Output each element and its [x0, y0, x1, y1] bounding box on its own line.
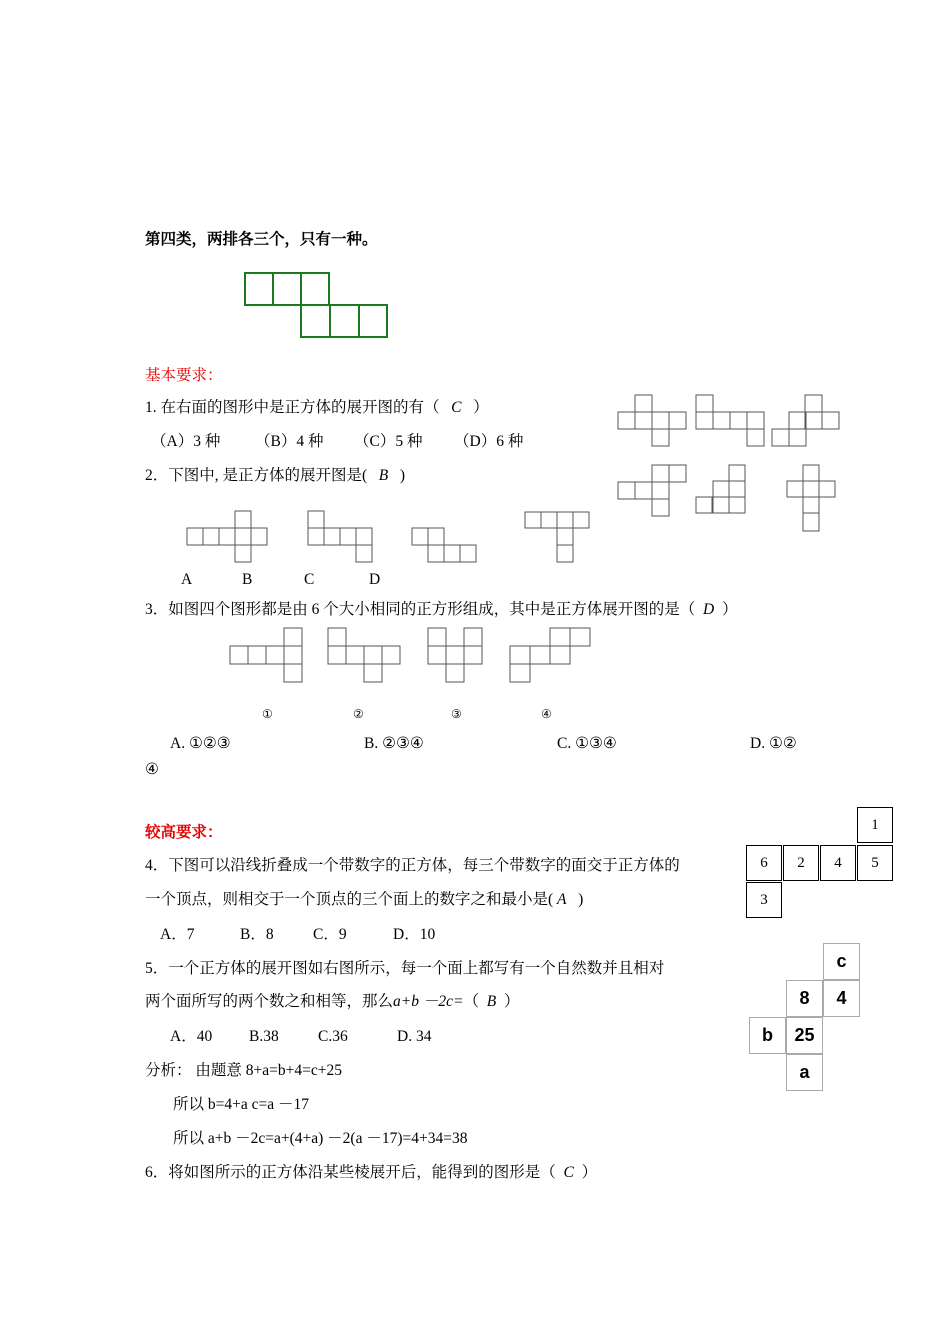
q2-label-d: D: [369, 571, 381, 588]
q5-option-d: D. 34: [397, 1028, 432, 1045]
q4-option-a: A．7: [160, 926, 195, 943]
q1-answer: C: [451, 399, 462, 416]
q1-option-d: （D）6 种: [454, 433, 524, 450]
q4-line1: 4．下图可以沿线折叠成一个带数字的正方体，每三个带数字的面交于正方体的: [145, 857, 680, 874]
q2-nets-figure: [185, 510, 595, 566]
q3-option-d: D. ①②: [750, 735, 797, 752]
q3-nets-figure: [228, 626, 598, 688]
q3-option-d-wrap: ④: [145, 761, 159, 778]
q3-fig-label-4: ④: [541, 707, 552, 721]
cube-net-two-rows-figure: [244, 272, 390, 340]
q3-option-b: B. ②③④: [364, 735, 424, 752]
q1-option-c: （C）5 种: [354, 433, 423, 450]
q1-text: 1. 在右面的图形中是正方体的展开图的有（ C ）: [145, 399, 489, 416]
analysis-line3: 所以 a+b －2c=a+(4+a) －2(a －17)=4+34=38: [173, 1130, 468, 1147]
q4-net-face: 2: [783, 845, 819, 881]
q3-answer: D: [703, 601, 715, 618]
q4-option-d: D．10: [393, 926, 436, 943]
q5-option-c: C.36: [318, 1028, 348, 1045]
q5-option-a: A．40: [170, 1028, 213, 1045]
q1-nets-figure: [616, 394, 846, 544]
q5-net-face-4: 4: [823, 980, 860, 1017]
q5-letter-net: [749, 943, 863, 1093]
q3-fig-label-2: ②: [353, 707, 364, 721]
q4-net-face: 6: [746, 845, 782, 881]
basic-heading: 基本要求：: [145, 367, 223, 384]
q2-text: 2．下图中, 是正方体的展开图是( B ): [145, 467, 406, 484]
q5-net-face-c: c: [823, 943, 860, 980]
q4-net-face: 5: [857, 845, 893, 881]
q4-answer: A: [557, 891, 567, 908]
advanced-heading: 较高要求：: [145, 824, 223, 841]
q4-line2: 一个顶点，则相交于一个顶点的三个面上的数字之和最小是( A ): [145, 891, 584, 908]
q4-option-b: B．8: [240, 926, 274, 943]
q4-number-net: [746, 807, 896, 920]
q1-option-a: （A）3 种: [151, 433, 221, 450]
q5-net-face-a: a: [786, 1054, 823, 1091]
q5-net-face-b: b: [749, 1017, 786, 1054]
q2-label-b: B: [242, 571, 253, 588]
q5-line1: 5．一个正方体的展开图如右图所示，每一个面上都写有一个自然数并且相对: [145, 960, 665, 977]
q3-option-a: A. ①②③: [170, 735, 231, 752]
q5-net-face-8: 8: [786, 980, 823, 1017]
q6-text: 6．将如图所示的正方体沿某些棱展开后，能得到的图形是（ C ）: [145, 1164, 598, 1181]
q2-label-a: A: [181, 571, 193, 588]
q3-option-c: C. ①③④: [557, 735, 617, 752]
q4-net-face-top: 1: [857, 807, 893, 843]
q6-answer: C: [563, 1164, 574, 1181]
q5-net-face-25: 25: [786, 1017, 823, 1054]
q3-text: 3．如图四个图形都是由 6 个大小相同的正方形组成，其中是正方体展开图的是（ D ）: [145, 601, 738, 618]
q3-fig-label-3: ③: [451, 707, 462, 721]
q4-net-face-bottom: 3: [746, 882, 782, 918]
analysis-line1: 分析： 由题意 8+a=b+4=c+25: [145, 1062, 342, 1079]
section-title: 第四类，两排各三个，只有一种。: [145, 231, 378, 248]
analysis-line2: 所以 b=4+a c=a －17: [173, 1096, 309, 1113]
q5-expression: a+b －2c=: [393, 993, 464, 1010]
q5-line2: 两个面所写的两个数之和相等，那么a+b －2c=（ B ）: [145, 993, 520, 1010]
q2-label-c: C: [304, 571, 315, 588]
q5-option-b: B.38: [249, 1028, 279, 1045]
q5-answer: B: [486, 993, 497, 1010]
q4-net-face: 4: [820, 845, 856, 881]
q4-option-c: C．9: [313, 926, 347, 943]
q2-answer: B: [378, 467, 389, 484]
q1-option-b: （B）4 种: [255, 433, 324, 450]
q3-fig-label-1: ①: [262, 707, 273, 721]
